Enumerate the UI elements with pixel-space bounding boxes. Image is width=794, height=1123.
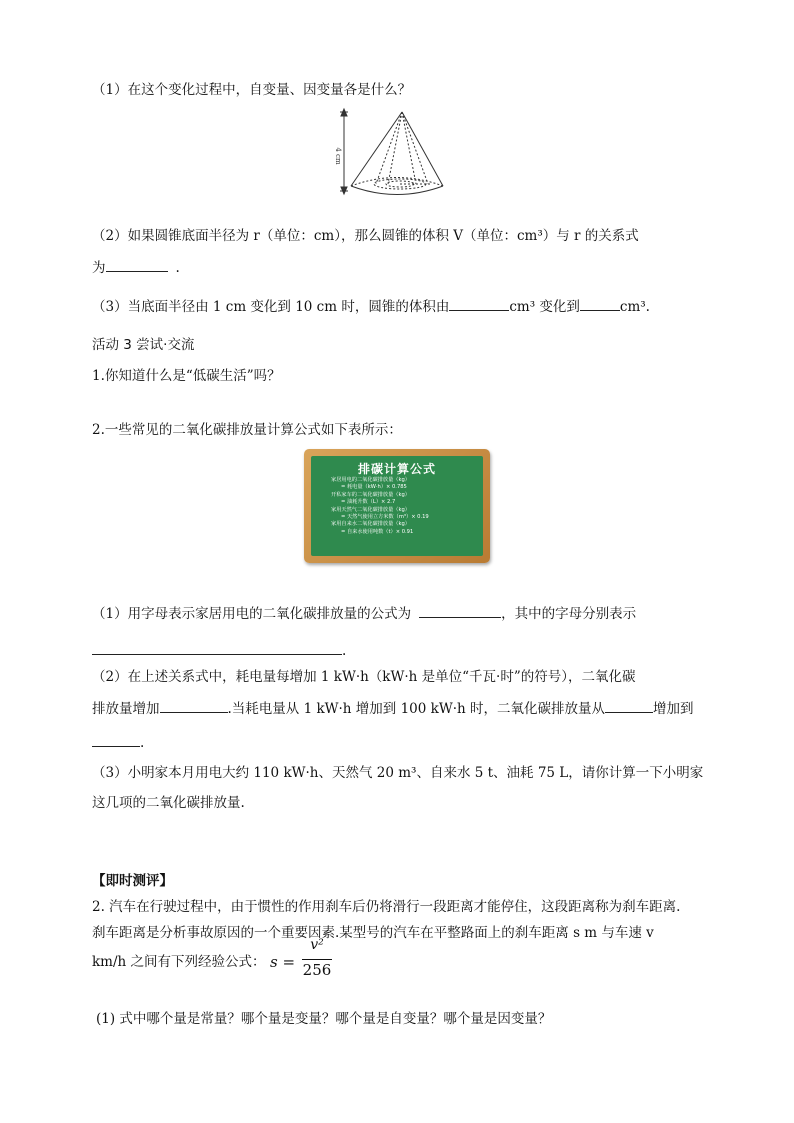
sub-question-3-line1: （3）小明家本月用电大约 110 kW·h、天然气 20 m³、自来水 5 t、油耗 75 L，请你计算一下小明家 [92,765,704,781]
problem-2-line1: 2. 汽车在行驶过程中，由于惯性的作用刹车后仍将滑行一段距离才能停住，这段距离称为刹车距离. [92,899,681,915]
problem-2-line2: 刹车距离是分析事故原因的一个重要因素.某型号的汽车在平整路面上的刹车距离 s m 与车速 v [92,925,654,941]
sub-question-3-line2: 这几项的二氧化碳排放量. [92,795,245,811]
sub-question-1-line2 [92,640,346,661]
answer-blank[interactable] [605,698,653,713]
formula-denominator: 256 [302,961,332,979]
answer-blank[interactable] [106,257,168,272]
height-label: 4 cm [334,147,342,165]
formula-chalkboard [304,449,490,563]
board-line: 家用自来水二氧化碳排放量（kg） [331,521,410,528]
problem-2-question-1: (1) 式中哪个量是常量？哪个量是变量？哪个量是自变量？哪个量是因变量？ [96,1011,552,1027]
answer-blank[interactable] [419,603,501,618]
sub-question-2-line2 [92,698,693,719]
b2-part-b: .当耗电量从 1 kW·h 增加到 100 kW·h 时，二氧化碳排放量从 [227,701,605,717]
q2-end: . [175,260,180,276]
board-line: 家用天然气二氧化碳排放量（kg） [331,506,410,513]
cone-right-edge [402,112,443,186]
q2-prefix: 为 [92,260,106,276]
board-line: 家居用电的二氧化碳排放量（kg） [331,477,410,483]
sub-question-2-line3 [92,732,144,753]
b1-part-b: ，其中的字母分别表示 [501,606,637,622]
board-line: 开私家车的二氧化碳排放量（kg） [331,491,410,498]
q3-part-b: cm³ 变化到 [509,299,580,315]
q3-part-a: （3）当底面半径由 1 cm 变化到 10 cm 时，圆锥的体积由 [92,299,450,315]
b2-end: . [140,735,145,751]
sub-question-1 [92,603,636,624]
activity-3-heading: 活动 3 尝试·交流 [92,337,195,353]
formula-lhs: s = [270,953,296,971]
answer-blank[interactable] [449,296,509,311]
formula-numerator: v² [310,937,324,953]
problem-2-line3: km/h 之间有下列经验公式： [92,954,266,970]
quiz-heading: 【即时测评】 [92,873,173,889]
question-2-line2 [92,257,180,278]
chalkboard-title: 排碳计算公式 [357,462,436,476]
sub-question-2-line1: （2）在上述关系式中，耗电量每增加 1 kW·h（kW·h 是单位“千瓦·时”的符号），二氧化碳 [92,669,636,685]
question-1: （1）在这个变化过程中，自变量、因变量各是什么？ [92,82,412,98]
cone-figure [336,108,446,200]
item-1: 1.你知道什么是“低碳生活”吗？ [92,368,281,384]
answer-blank[interactable] [580,296,620,311]
question-2-line1: （2）如果圆锥底面半径为 r（单位：cm），那么圆锥的体积 V（单位：cm³）与 r 的关系式 [92,228,639,244]
answer-blank[interactable] [92,640,342,655]
chalkboard-surface [311,456,483,556]
b2-part-c: 增加到 [652,701,694,717]
question-3 [92,296,650,317]
board-line: = 自来水使用吨数（t）× 0.91 [341,528,414,535]
answer-blank[interactable] [92,732,140,747]
b1-part-a: （1）用字母表示家居用电的二氧化碳排放量的公式为 [92,606,412,622]
item-2: 2.一些常见的二氧化碳排放量计算公式如下表所示： [92,422,402,438]
cone-base-back [351,178,443,187]
answer-blank[interactable] [160,698,228,713]
b1-end: . [342,643,347,659]
board-line: = 耗电量（kW·h）× 0.785 [341,484,407,491]
b2-part-a: 排放量增加 [92,701,160,717]
q3-part-c: cm³. [619,299,650,315]
board-line: = 天然气使用立方米数（m³）× 0.19 [341,514,429,521]
board-line: = 油耗升数（L）× 2.7 [341,499,396,506]
